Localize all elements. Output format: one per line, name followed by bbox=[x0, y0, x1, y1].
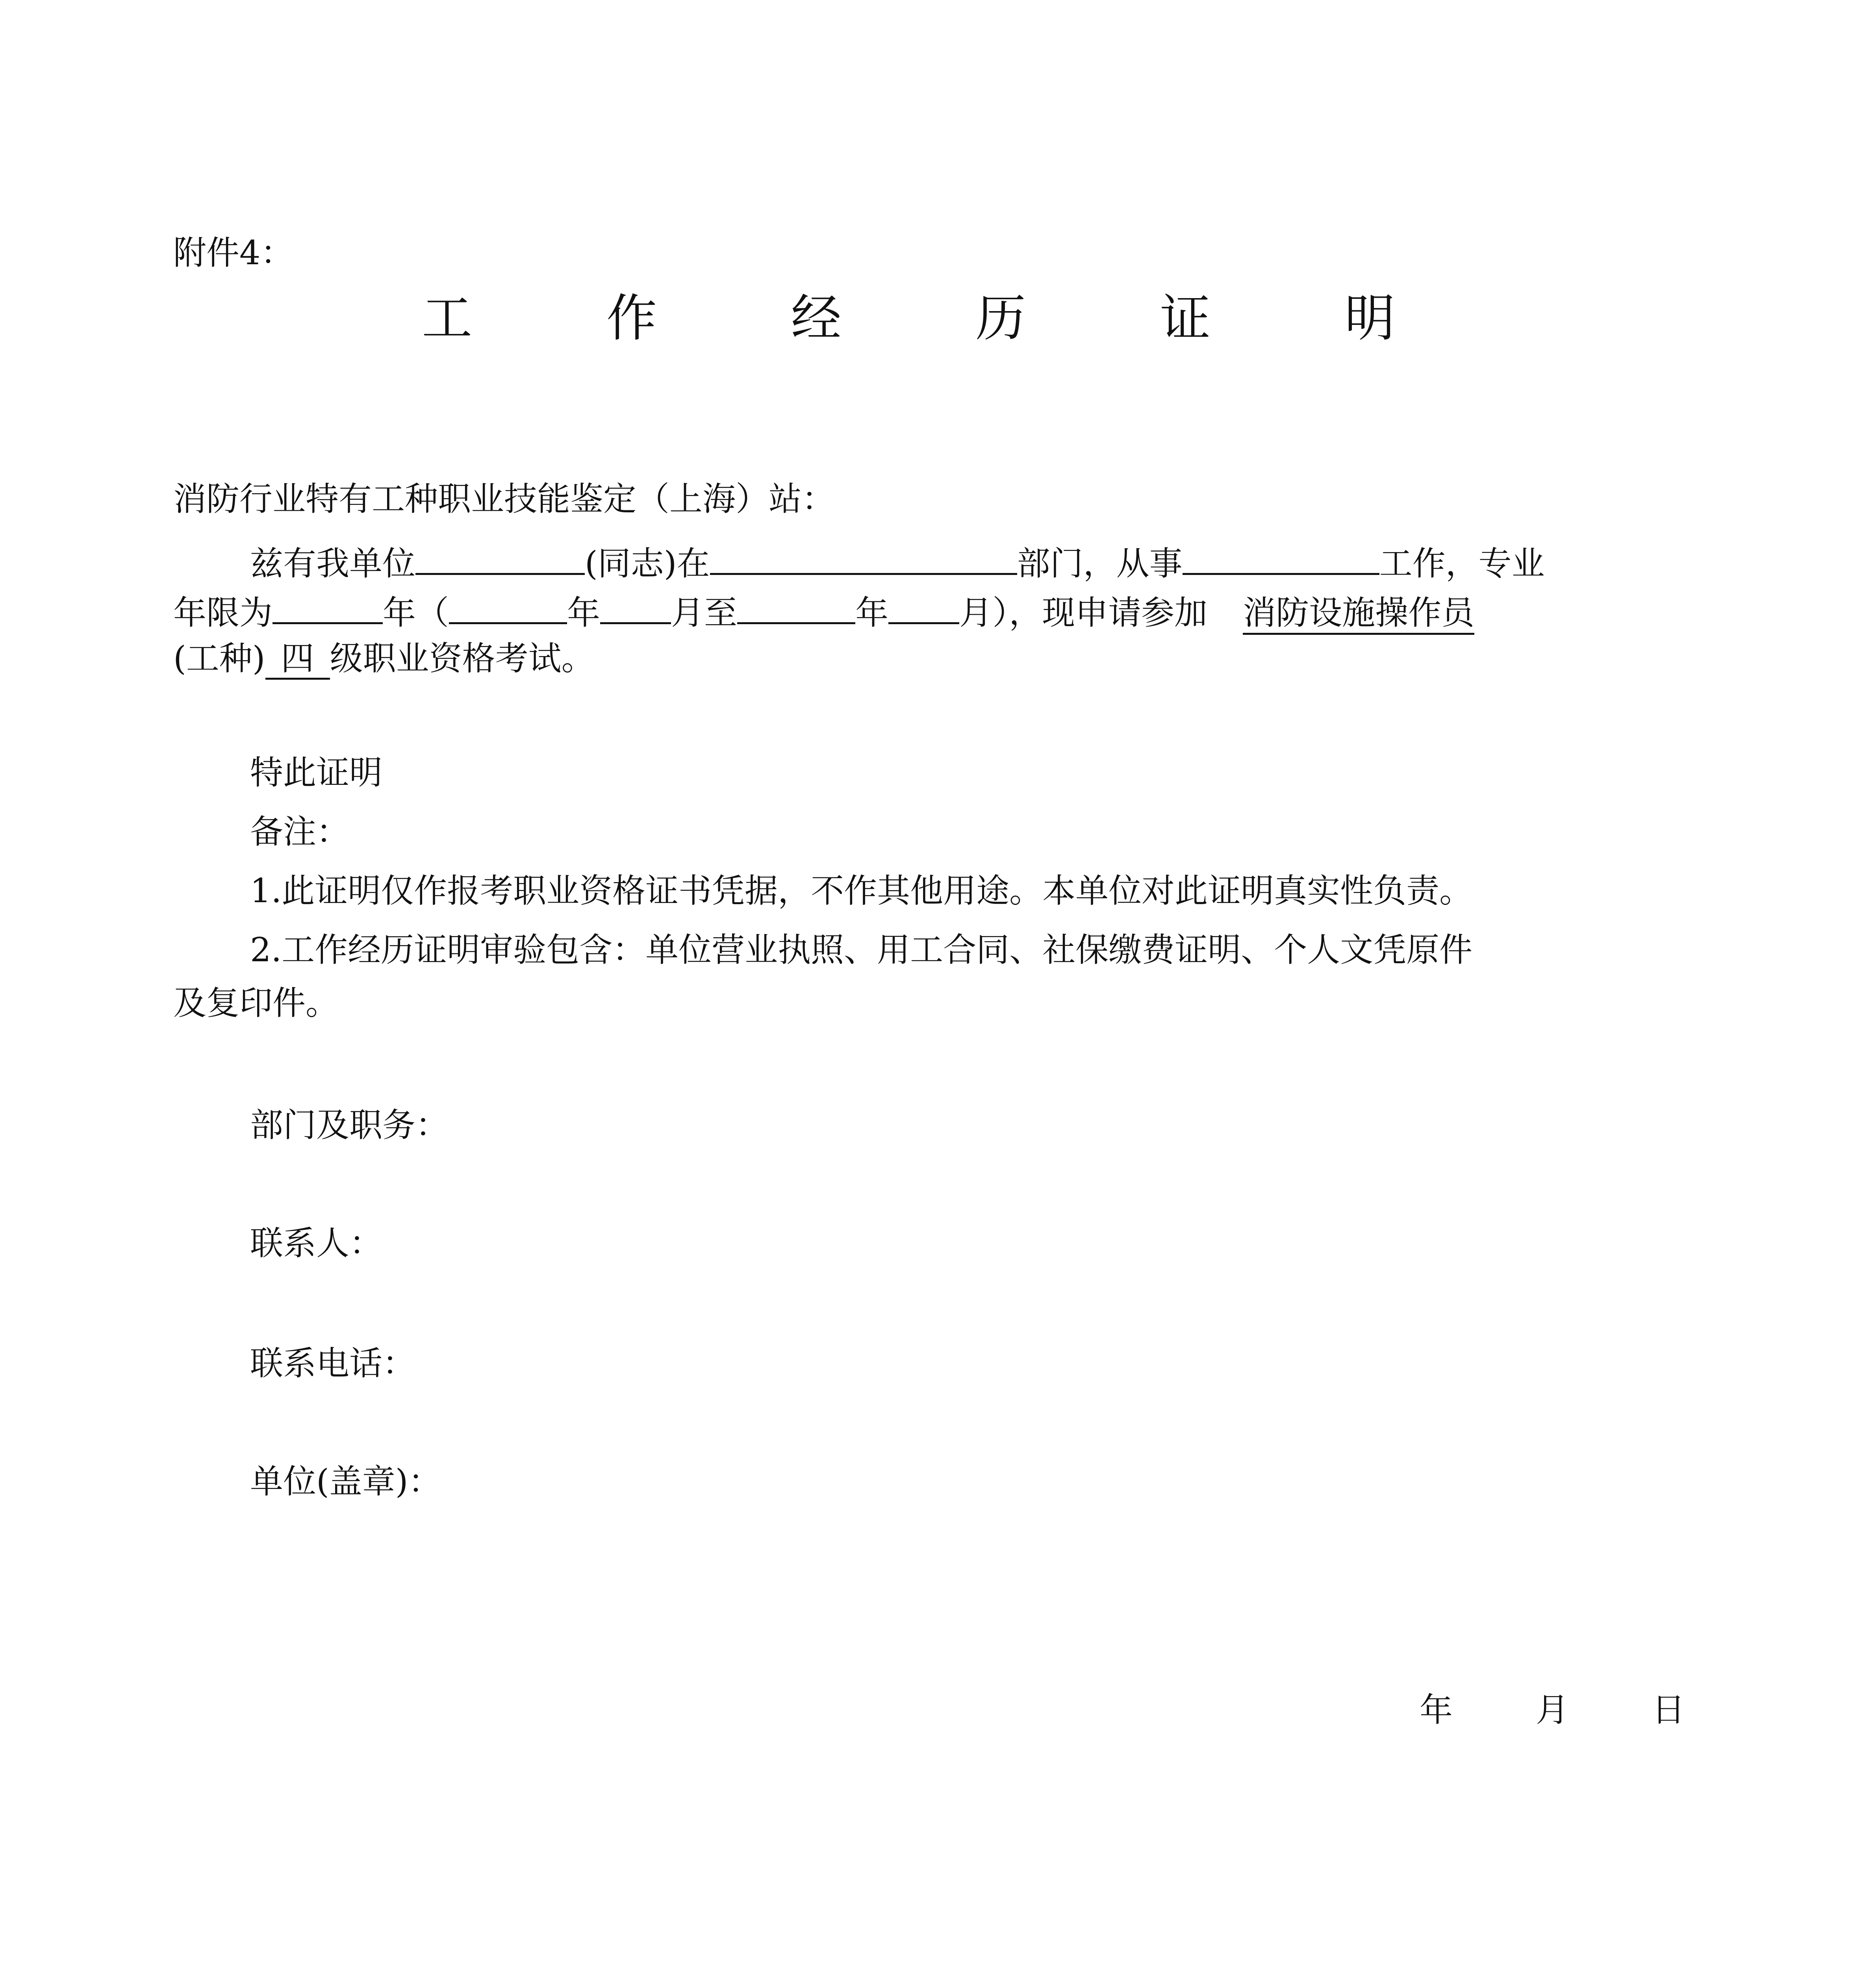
body-text: 部门，从事 bbox=[1017, 544, 1183, 583]
work-type-blank[interactable] bbox=[1183, 541, 1379, 575]
body-text: (工种) bbox=[173, 639, 265, 678]
body-text: 月），现申请参加 bbox=[959, 593, 1208, 632]
body-line-2 bbox=[173, 591, 1475, 632]
body-line-1 bbox=[250, 541, 1545, 583]
name-blank[interactable] bbox=[415, 541, 585, 575]
body-text: 工作，专业 bbox=[1379, 544, 1545, 583]
start-year-blank[interactable] bbox=[449, 591, 567, 624]
remark-2: 2.工作经历证明审验包含：单位营业执照、用工合同、社保缴费证明、个人文凭原件 bbox=[250, 931, 1473, 969]
document-title: 工 作 经 历 证 明 bbox=[422, 289, 1454, 348]
attachment-label: 附件4： bbox=[173, 234, 294, 272]
date-day: 日 bbox=[1652, 1691, 1685, 1729]
contact-phone-field: 联系电话： bbox=[250, 1344, 416, 1383]
remarks-label: 备注： bbox=[250, 812, 350, 851]
end-month-blank[interactable] bbox=[888, 591, 959, 624]
dept-position-field: 部门及职务： bbox=[250, 1106, 449, 1144]
level-value: 四 bbox=[265, 639, 330, 680]
body-text: 兹有我单位 bbox=[250, 544, 416, 583]
start-month-blank[interactable] bbox=[600, 591, 671, 624]
remark-1: 1.此证明仅作报考职业资格证书凭据，不作其他用途。本单位对此证明真实性负责。 bbox=[250, 871, 1473, 910]
addressee: 消防行业特有工种职业技能鉴定（上海）站： bbox=[173, 480, 835, 518]
contact-person-field: 联系人： bbox=[250, 1224, 383, 1263]
body-text: 年 bbox=[855, 593, 889, 632]
body-text: 级职业资格考试。 bbox=[330, 639, 595, 678]
certify-text: 特此证明 bbox=[250, 753, 383, 792]
body-line-3 bbox=[173, 639, 595, 678]
body-text: 年限为 bbox=[173, 593, 273, 632]
body-text: 月至 bbox=[671, 593, 738, 632]
remark-2-continued: 及复印件。 bbox=[173, 984, 339, 1022]
occupation-name: 消防设施操作员 bbox=[1243, 593, 1474, 635]
date-year: 年 bbox=[1420, 1691, 1453, 1729]
date-month: 月 bbox=[1536, 1691, 1569, 1729]
body-text: 年（ bbox=[383, 593, 449, 632]
body-text: (同志)在 bbox=[585, 544, 710, 583]
end-year-blank[interactable] bbox=[737, 591, 855, 624]
department-blank[interactable] bbox=[710, 541, 1017, 575]
unit-seal-field: 单位(盖章)： bbox=[250, 1462, 441, 1501]
years-blank[interactable] bbox=[273, 591, 383, 624]
body-text: 年 bbox=[567, 593, 601, 632]
